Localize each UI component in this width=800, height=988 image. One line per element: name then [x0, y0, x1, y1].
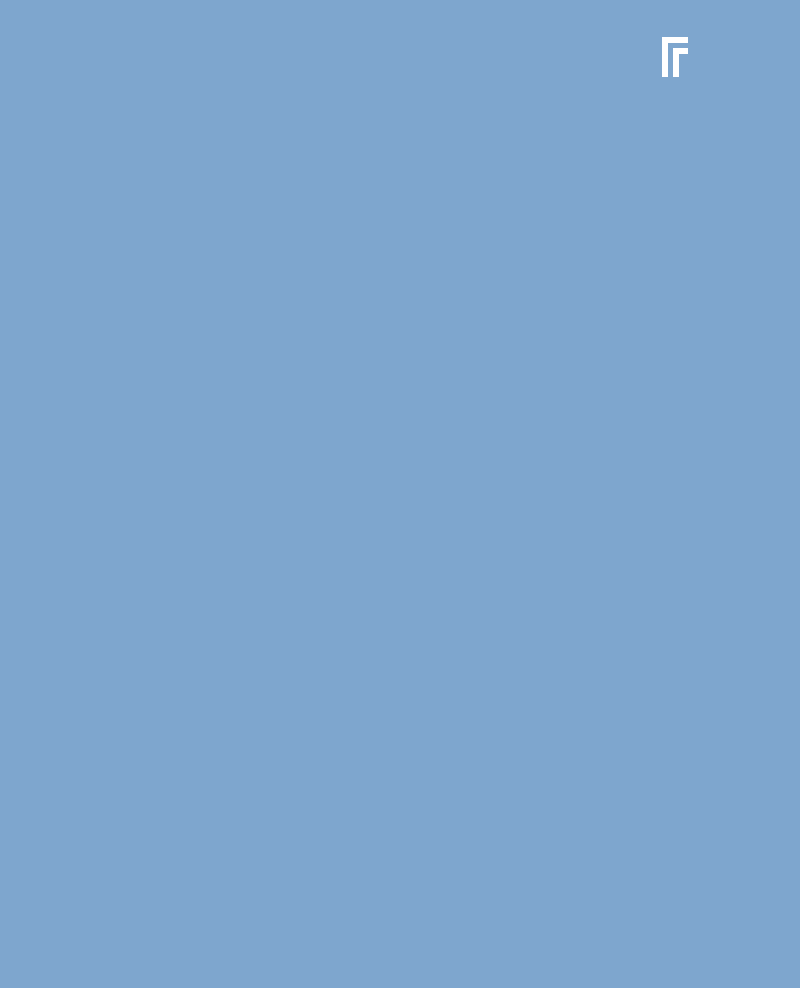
- reefer-runner-logo-icon: [662, 37, 690, 77]
- reefer-stack-illustration: [330, 280, 770, 620]
- hazard-electrical-hazards: [51, 288, 291, 290]
- hazard-refrigerant-leaks: [51, 173, 671, 175]
- hazard-confined-space-dangers: [51, 663, 671, 665]
- brand-logo: [662, 37, 782, 79]
- hazard-chemical-exposure: [51, 749, 631, 751]
- hazard-noise-pollution: [51, 864, 691, 866]
